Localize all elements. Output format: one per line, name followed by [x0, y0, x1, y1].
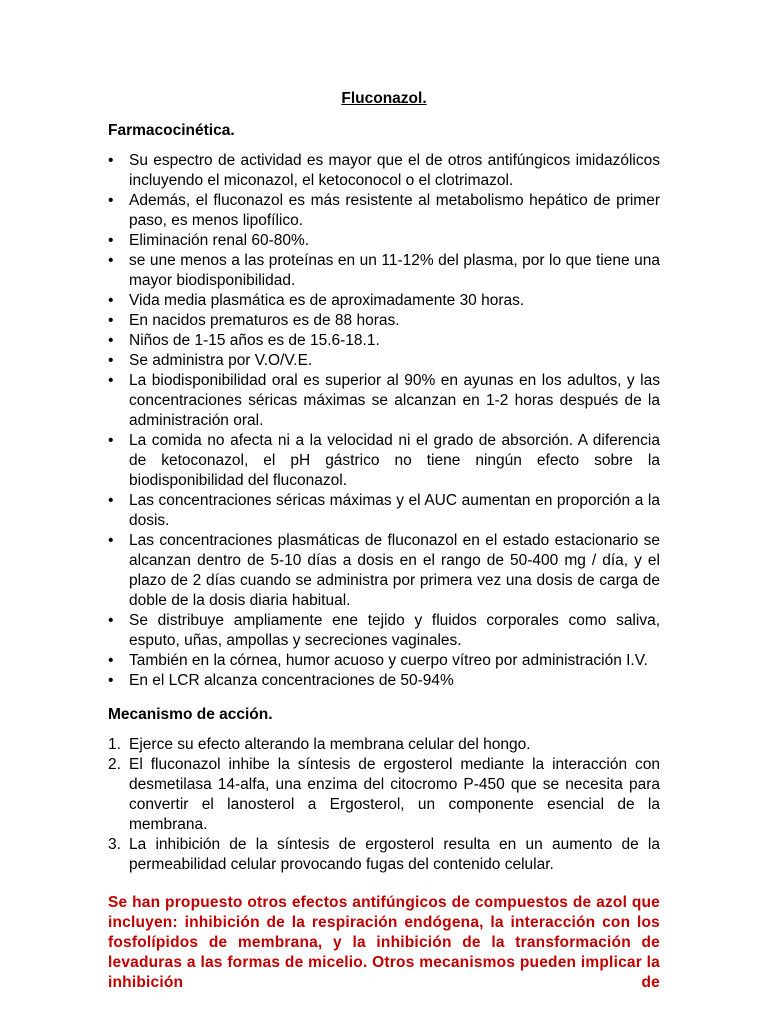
list-item: • En el LCR alcanza concentraciones de 50-94% [108, 671, 660, 691]
list-item: • La biodisponibilidad oral es superior al 90% en ayunas en los adultos, y las concentraciones séricas máximas se alcanzan en 1-2 horas después de la administración oral. [108, 371, 660, 431]
list-number: 2. [108, 756, 121, 773]
list-item: • Su espectro de actividad es mayor que el de otros antifúngicos imidazólicos incluyendo el miconazol, el ketoconocol o el clotrimazol. [108, 151, 660, 191]
list-item: • Niños de 1-15 años es de 15.6-18.1. [108, 331, 660, 351]
list-item: • se une menos a las proteínas en un 11-12% del plasma, por lo que tiene una mayor biodisponibilidad. [108, 251, 660, 291]
list-number: 3. [108, 836, 121, 853]
list-item: • Además, el fluconazol es más resistente al metabolismo hepático de primer paso, es menos lipofílico. [108, 191, 660, 231]
list-item: • También en la córnea, humor acuoso y cuerpo vítreo por administración I.V. [108, 651, 660, 671]
list-item: • Se distribuye ampliamente ene tejido y fluidos corporales como saliva, esputo, uñas, ampollas y secreciones vaginales. [108, 611, 660, 651]
list-item: • Las concentraciones séricas máximas y el AUC aumentan en proporción a la dosis. [108, 491, 660, 531]
list-item [108, 735, 660, 755]
list-number: 1. [108, 736, 121, 753]
list-item [108, 835, 660, 875]
highlight-paragraph: Se han propuesto otros efectos antifúngicos de compuestos de azol que incluyen: inhibición de la respiración endógena, la interacción con los fosfolípidos de membrana, y la inhibición de la transformación de levaduras a las formas de micelio. Otros mecanismos pueden implicar la inhibición de [108, 894, 660, 991]
list-item: • En nacidos prematuros es de 88 horas. [108, 311, 660, 331]
list-item: • Se administra por V.O/V.E. [108, 351, 660, 371]
mechanism-list [108, 735, 660, 875]
mechanism-heading: Mecanismo de acción. [108, 706, 273, 723]
pharmacokinetics-list [108, 151, 660, 691]
list-item-text: Ejerce su efecto alterando la membrana celular del hongo. [129, 736, 531, 753]
list-item [108, 755, 660, 835]
pharmacokinetics-heading: Farmacocinética. [108, 122, 235, 139]
list-item-text: La inhibición de la síntesis de ergosterol resulta en un aumento de la permeabilidad celular provocando fugas del contenido celular. [129, 836, 660, 873]
list-item: • Las concentraciones plasmáticas de fluconazol en el estado estacionario se alcanzan dentro de 5-10 días a dosis en el rango de 50-400 mg / día, y el plazo de 2 días cuando se administra por primera vez una dosis de carga de doble de la dosis diaria habitual. [108, 531, 660, 611]
document-title: Fluconazol. [341, 90, 427, 107]
list-item-text: El fluconazol inhibe la síntesis de ergosterol mediante la interacción con desmetilasa 14-alfa, una enzima del citocromo P-450 que se necesita para convertir el lanosterol a Ergosterol, un componente esencial de la membrana. [129, 756, 660, 833]
list-item: • Eliminación renal 60-80%. [108, 231, 660, 251]
list-item: • La comida no afecta ni a la velocidad ni el grado de absorción. A diferencia de ketoconazol, el pH gástrico no tiene ningún efecto sobre la biodisponibilidad del fluconazol. [108, 431, 660, 491]
list-item: • Vida media plasmática es de aproximadamente 30 horas. [108, 291, 660, 311]
